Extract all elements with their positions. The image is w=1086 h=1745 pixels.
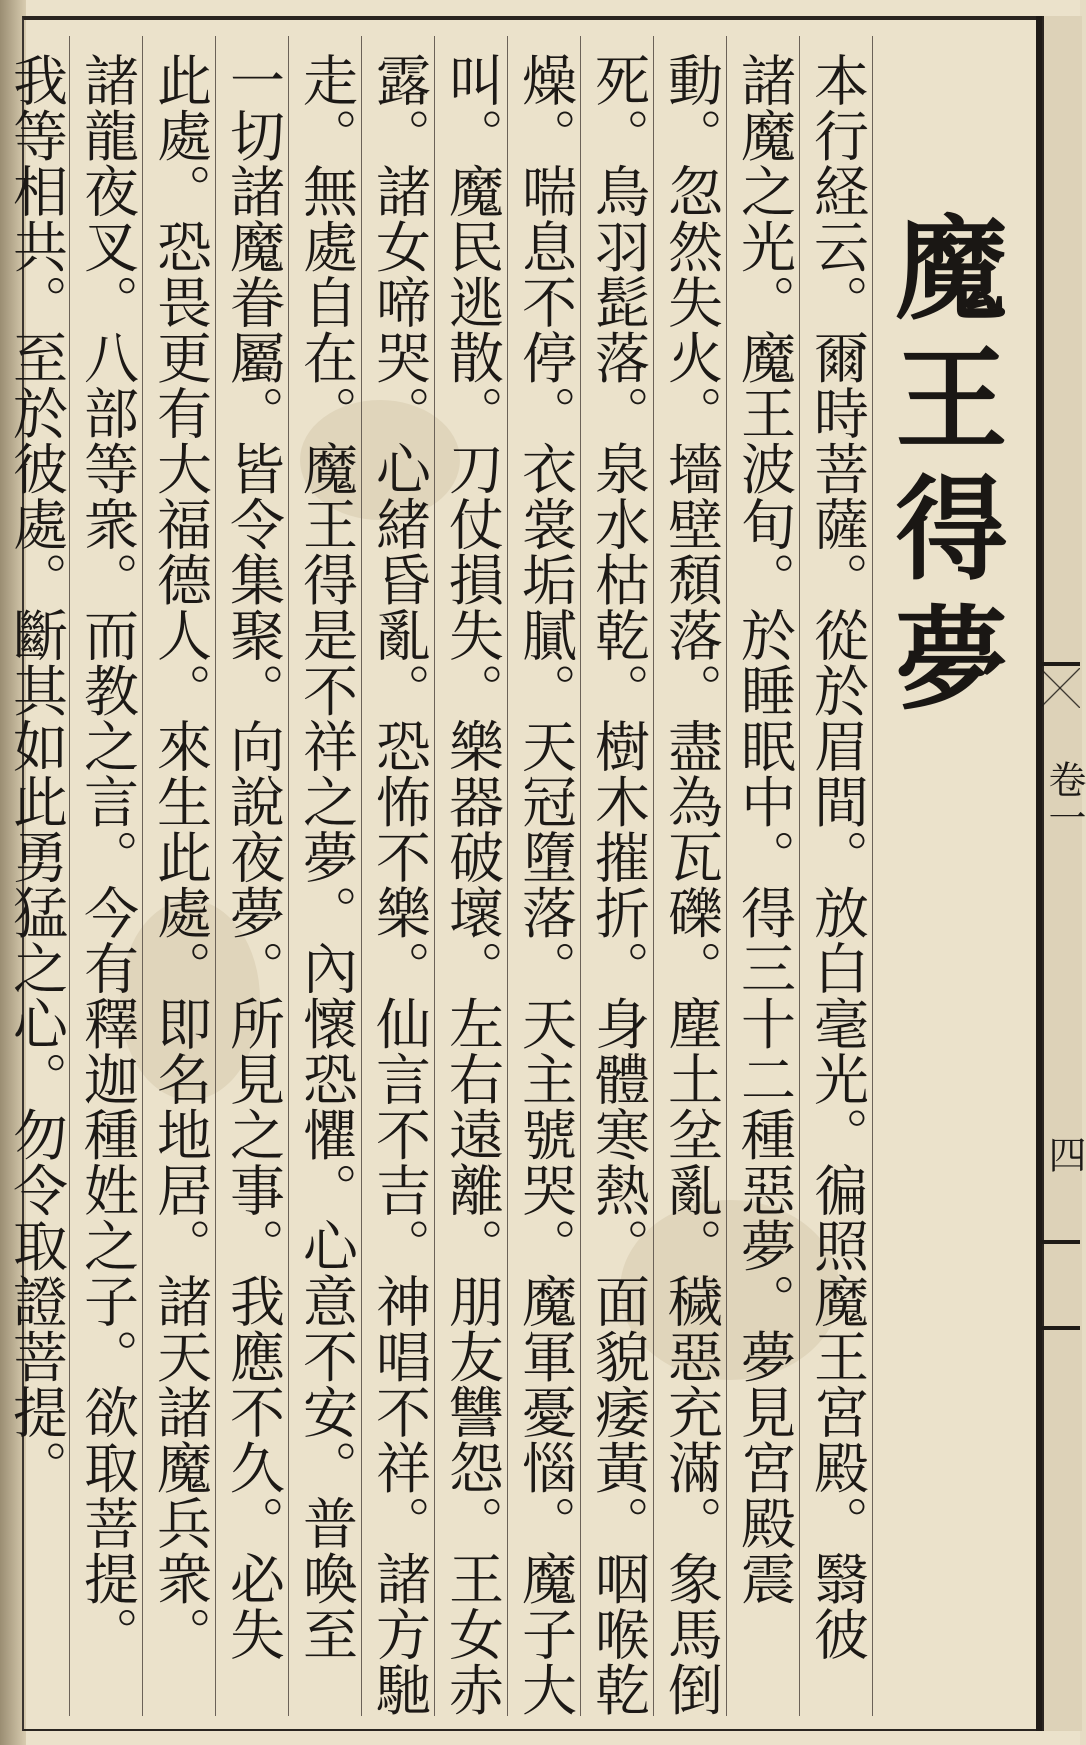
column-rule bbox=[872, 36, 873, 1716]
text-column-5: 燥。喘息不停。衣裳垢膩。天冠墮落。天主號哭。魔軍憂惱。魔子大 bbox=[513, 52, 577, 1717]
column-rule bbox=[215, 36, 216, 1716]
text-column-4: 死。鳥羽髭落。泉水枯乾。樹木摧折。身體寒熱。面貌痿黃。咽喉乾 bbox=[586, 52, 650, 1717]
text-column-2: 諸魔之光。魔王波旬。於睡眠中。得三十二種惡夢。夢見宮殿震 bbox=[732, 52, 796, 1606]
text-column-12: 我等相共。至於彼處。斷其如此勇猛之心。勿令取證菩提。 bbox=[4, 52, 68, 1495]
margin-upper-block bbox=[1042, 16, 1080, 666]
column-rule bbox=[361, 36, 362, 1716]
text-column-3: 動。忽然失火。墻壁頹落。盡為瓦礫。塵土坌亂。穢惡充滿。象馬倒 bbox=[659, 52, 723, 1717]
column-rule bbox=[434, 36, 435, 1716]
text-column-7: 露。諸女啼哭。心緒昏亂。恐怖不樂。仙言不吉。神唱不祥。諸方馳 bbox=[367, 52, 431, 1717]
text-column-1: 本行経云。爾時菩薩。從於眉間。放白毫光。徧照魔王宮殿。翳彼 bbox=[805, 52, 869, 1662]
column-rule bbox=[142, 36, 143, 1716]
margin-lower-block bbox=[1042, 1240, 1080, 1330]
column-rule bbox=[726, 36, 727, 1716]
margin-page-label: 四 bbox=[1042, 1135, 1086, 1173]
margin-volume-label: 卷一 bbox=[1042, 760, 1086, 836]
column-rule bbox=[288, 36, 289, 1716]
column-rule bbox=[580, 36, 581, 1716]
text-column-11: 諸龍夜叉。八部等衆。而教之言。今有釋迦種姓之子。欲取菩提。 bbox=[75, 52, 139, 1662]
column-rule bbox=[507, 36, 508, 1716]
text-column-8: 走。無處自在。魔王得是不祥之夢。內懷恐懼。心意不安。普喚至 bbox=[294, 52, 358, 1662]
text-column-10: 此處。恐畏更有大福德人。來生此處。即名地居。諸天諸魔兵衆。 bbox=[148, 52, 212, 1662]
text-column-6: 叫。魔民逃散。刀仗損失。樂器破壞。左右遠離。朋友讐怨。王女赤 bbox=[440, 52, 504, 1717]
column-rule bbox=[799, 36, 800, 1716]
chapter-title: 魔王得夢 bbox=[877, 210, 1008, 730]
fish-tail-mark bbox=[1040, 668, 1080, 708]
column-rule bbox=[653, 36, 654, 1716]
text-column-9: 一切諸魔眷屬。皆令集聚。向說夜夢。所見之事。我應不久。必失 bbox=[221, 52, 285, 1662]
